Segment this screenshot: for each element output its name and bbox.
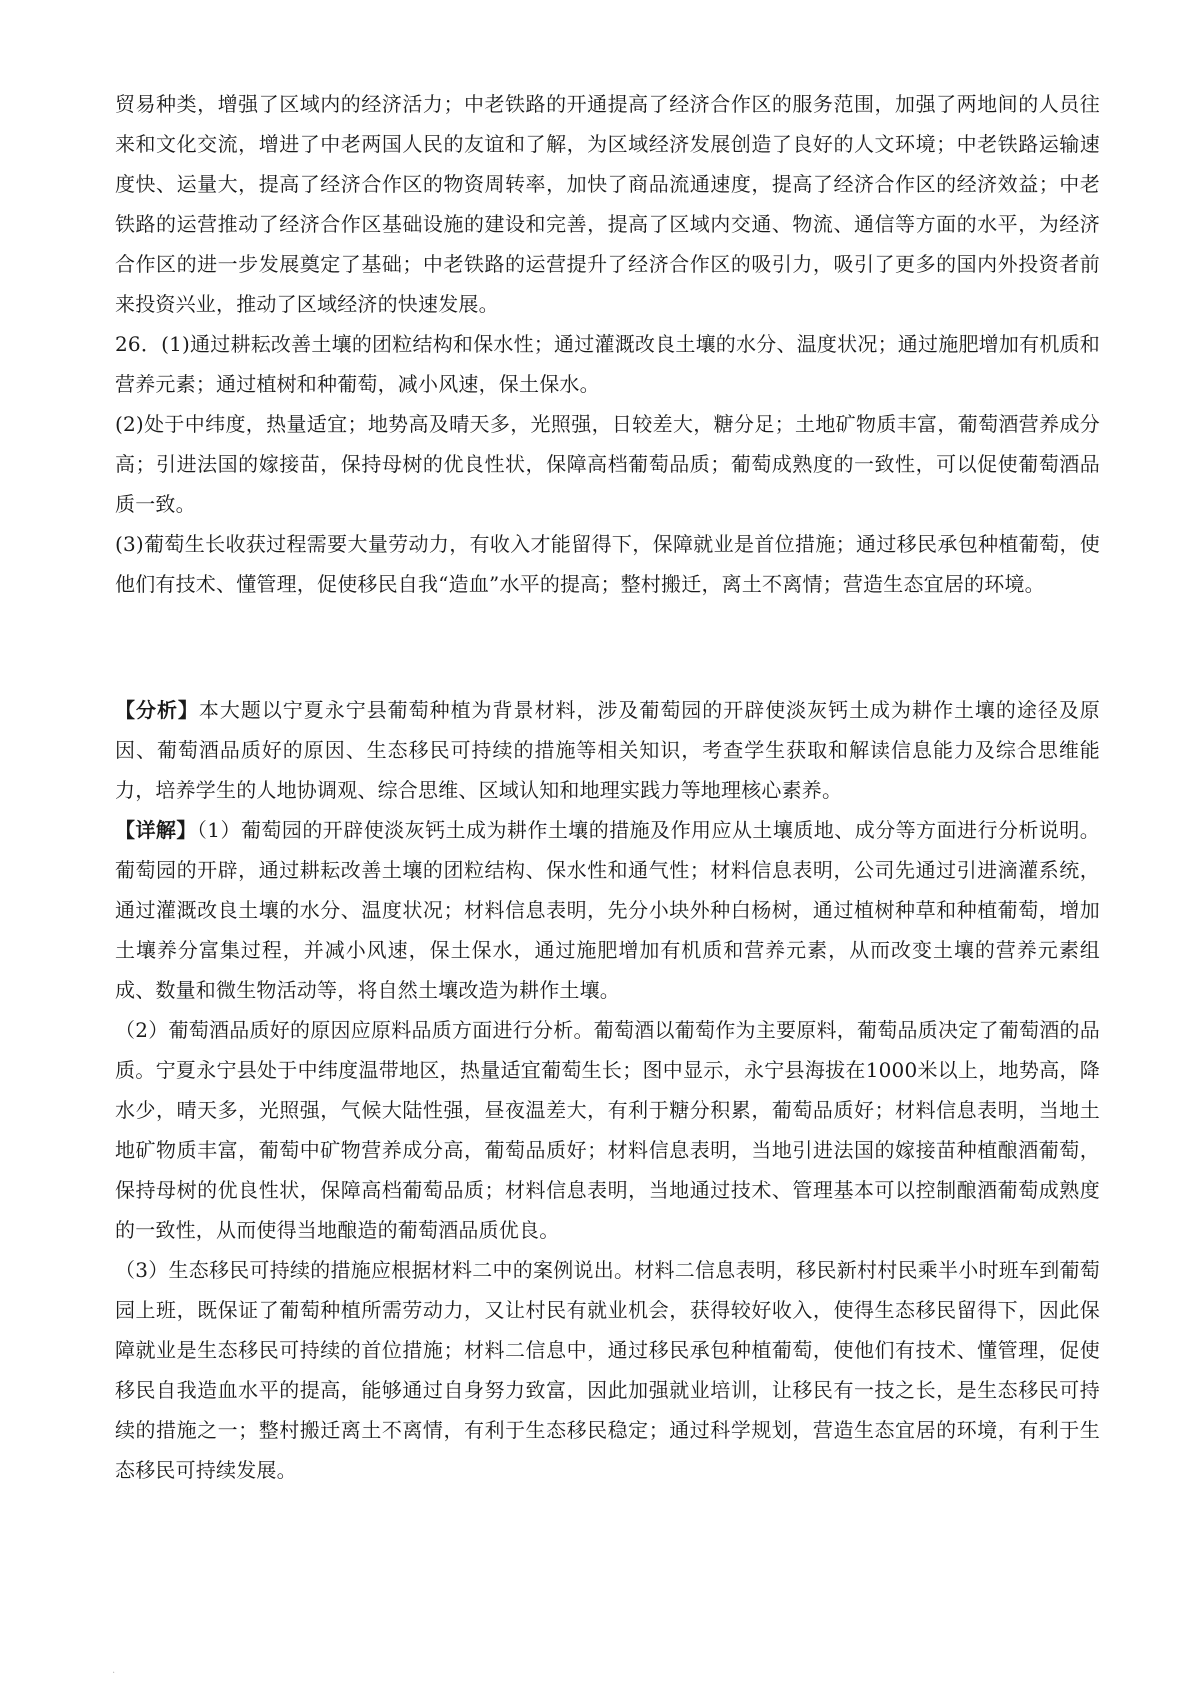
detail-paragraph-3: （3）生态移民可持续的措施应根据材料二中的案例说出。材料二信息表明，移民新村村民乘半小时班车到葡萄园上班，既保证了葡萄种植所需劳动力，又让村民有就业机会，获得较好收入，使得生态移民留得下，因此保障就业是生态移民可持续的首位措施；材料二信息中，通过移民承包种植葡萄，使他们有技术、懂管理，促使移民自我造血水平的提高，能够通过自身努力致富，因此加强就业培训，让移民有一技之长，是生态移民可持续的措施之一；整村搬迁离土不离情，有利于生态移民稳定；通过科学规划，营造生态宜居的环境，有利于生态移民可持续发展。 bbox=[115, 1258, 1100, 1482]
analysis-paragraph bbox=[115, 690, 1100, 810]
answer-26-2: (2)处于中纬度，热量适宜；地势高及晴天多，光照强，日较差大，糖分足；土地矿物质丰富，葡萄酒营养成分高；引进法国的嫁接苗，保持母树的优良性状，保障高档葡萄品质；葡萄成熟度的一致性，可以促使葡萄酒品质一致。 bbox=[115, 412, 1100, 516]
detail-label: 【详解】 bbox=[115, 818, 197, 842]
detail-part-1-text: （1）葡萄园的开辟使淡灰钙土成为耕作土壤的措施及作用应从土壤质地、成分等方面进行分析说明。葡萄园的开辟，通过耕耘改善土壤的团粒结构、保水性和通气性；材料信息表明，公司先通过引进滴灌系统，通过灌溉改良土壤的水分、温度状况；材料信息表明，先分小块外种白杨树，通过植树种草和种植葡萄，增加土壤养分富集过程，并减小风速，保土保水，通过施肥增加有机质和营养元素，从而改变土壤的营养元素组成、数量和微生物活动等，将自然土壤改造为耕作土壤。 bbox=[115, 818, 1100, 1002]
explanation-section bbox=[115, 690, 1100, 1490]
answer-26-3: (3)葡萄生长收获过程需要大量劳动力，有收入才能留得下，保障就业是首位措施；通过移民承包种植葡萄，使他们有技术、懂管理，促使移民自我“造血”水平的提高；整村搬迁，离土不离情；营造生态宜居的环境。 bbox=[115, 532, 1100, 596]
answer-section bbox=[115, 84, 1100, 604]
detail-paragraph-2: （2）葡萄酒品质好的原因应原料品质方面进行分析。葡萄酒以葡萄作为主要原料，葡萄品质决定了葡萄酒的品质。宁夏永宁县处于中纬度温带地区，热量适宜葡萄生长；图中显示，永宁县海拔在1000米以上，地势高，降水少，晴天多，光照强，气候大陆性强，昼夜温差大，有利于糖分积累，葡萄品质好；材料信息表明，当地土地矿物质丰富，葡萄中矿物营养成分高，葡萄品质好；材料信息表明，当地引进法国的嫁接苗种植酿酒葡萄，保持母树的优良性状，保障高档葡萄品质；材料信息表明，当地通过技术、管理基本可以控制酿酒葡萄成熟度的一致性，从而使得当地酿造的葡萄酒品质优良。 bbox=[115, 1018, 1100, 1242]
analysis-text: 本大题以宁夏永宁县葡萄种植为背景材料，涉及葡萄园的开辟使淡灰钙土成为耕作土壤的途径及原因、葡萄酒品质好的原因、生态移民可持续的措施等相关知识，考查学生获取和解读信息能力及综合思维能力，培养学生的人地协调观、综合思维、区域认知和地理实践力等地理核心素养。 bbox=[115, 698, 1100, 802]
analysis-label: 【分析】 bbox=[115, 698, 199, 722]
answer-paragraph-continued: 贸易种类，增强了区域内的经济活力；中老铁路的开通提高了经济合作区的服务范围，加强了两地间的人员往来和文化交流，增进了中老两国人民的友谊和了解，为区域经济发展创造了良好的人文环境；中老铁路运输速度快、运量大，提高了经济合作区的物资周转率，加快了商品流通速度，提高了经济合作区的经济效益；中老铁路的运营推动了经济合作区基础设施的建设和完善，提高了区域内交通、物流、通信等方面的水平，为经济合作区的进一步发展奠定了基础；中老铁路的运营提升了经济合作区的吸引力，吸引了更多的国内外投资者前来投资兴业，推动了区域经济的快速发展。 bbox=[115, 92, 1100, 316]
detail-paragraph-1 bbox=[115, 810, 1100, 1010]
page-footer-mark: . bbox=[112, 1665, 116, 1676]
answer-26-1: 26．(1)通过耕耘改善土壤的团粒结构和保水性；通过灌溉改良土壤的水分、温度状况；通过施肥增加有机质和营养元素；通过植树和种葡萄，减小风速，保土保水。 bbox=[115, 332, 1100, 396]
